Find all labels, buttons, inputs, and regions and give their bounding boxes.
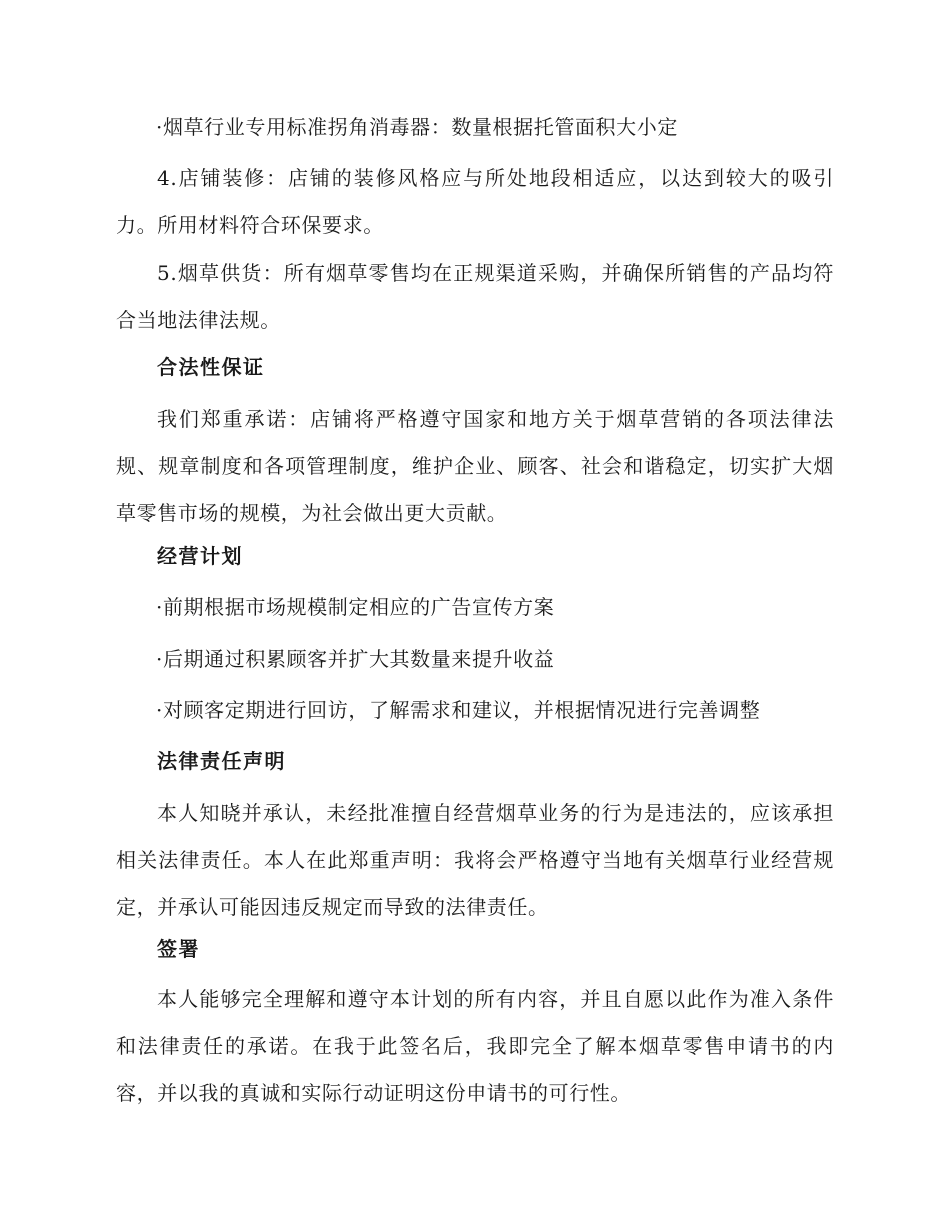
paragraph: 4.店铺装修：店铺的装修风格应与所处地段相适应，以达到较大的吸引力。所用材料符合环保要求。 bbox=[116, 166, 834, 237]
bullet-item: ·烟草行业专用标准拐角消毒器：数量根据托管面积大小定 bbox=[156, 115, 678, 139]
paragraph: 5.烟草供货：所有烟草零售均在正规渠道采购，并确保所销售的产品均符合当地法律法规。 bbox=[116, 261, 834, 332]
bullet-item: ·对顾客定期进行回访，了解需求和建议，并根据情况进行完善调整 bbox=[156, 698, 761, 722]
bullet-item: ·前期根据市场规模制定相应的广告宣传方案 bbox=[156, 595, 555, 619]
section-heading: 法律责任声明 bbox=[157, 749, 286, 773]
section-heading: 合法性保证 bbox=[157, 355, 265, 379]
paragraph: 我们郑重承诺：店铺将严格遵守国家和地方关于烟草营销的各项法律法规、规章制度和各项管理制度，维护企业、顾客、社会和谐稳定，切实扩大烟草零售市场的规模，为社会做出更大贡献。 bbox=[116, 407, 834, 525]
paragraph: 本人能够完全理解和遵守本计划的所有内容，并且自愿以此作为准入条件和法律责任的承诺。在我于此签名后，我即完全了解本烟草零售申请书的内容，并以我的真诚和实际行动证明这份申请书的可行性。 bbox=[116, 987, 834, 1105]
bullet-item: ·后期通过积累顾客并扩大其数量来提升收益 bbox=[156, 647, 555, 671]
paragraph: 本人知晓并承认，未经批准擅自经营烟草业务的行为是违法的，应该承担相关法律责任。本人在此郑重声明：我将会严格遵守当地有关烟草行业经营规定，并承认可能因违反规定而导致的法律责任。 bbox=[116, 801, 834, 919]
section-heading: 签署 bbox=[157, 937, 200, 961]
section-heading: 经营计划 bbox=[157, 544, 243, 568]
